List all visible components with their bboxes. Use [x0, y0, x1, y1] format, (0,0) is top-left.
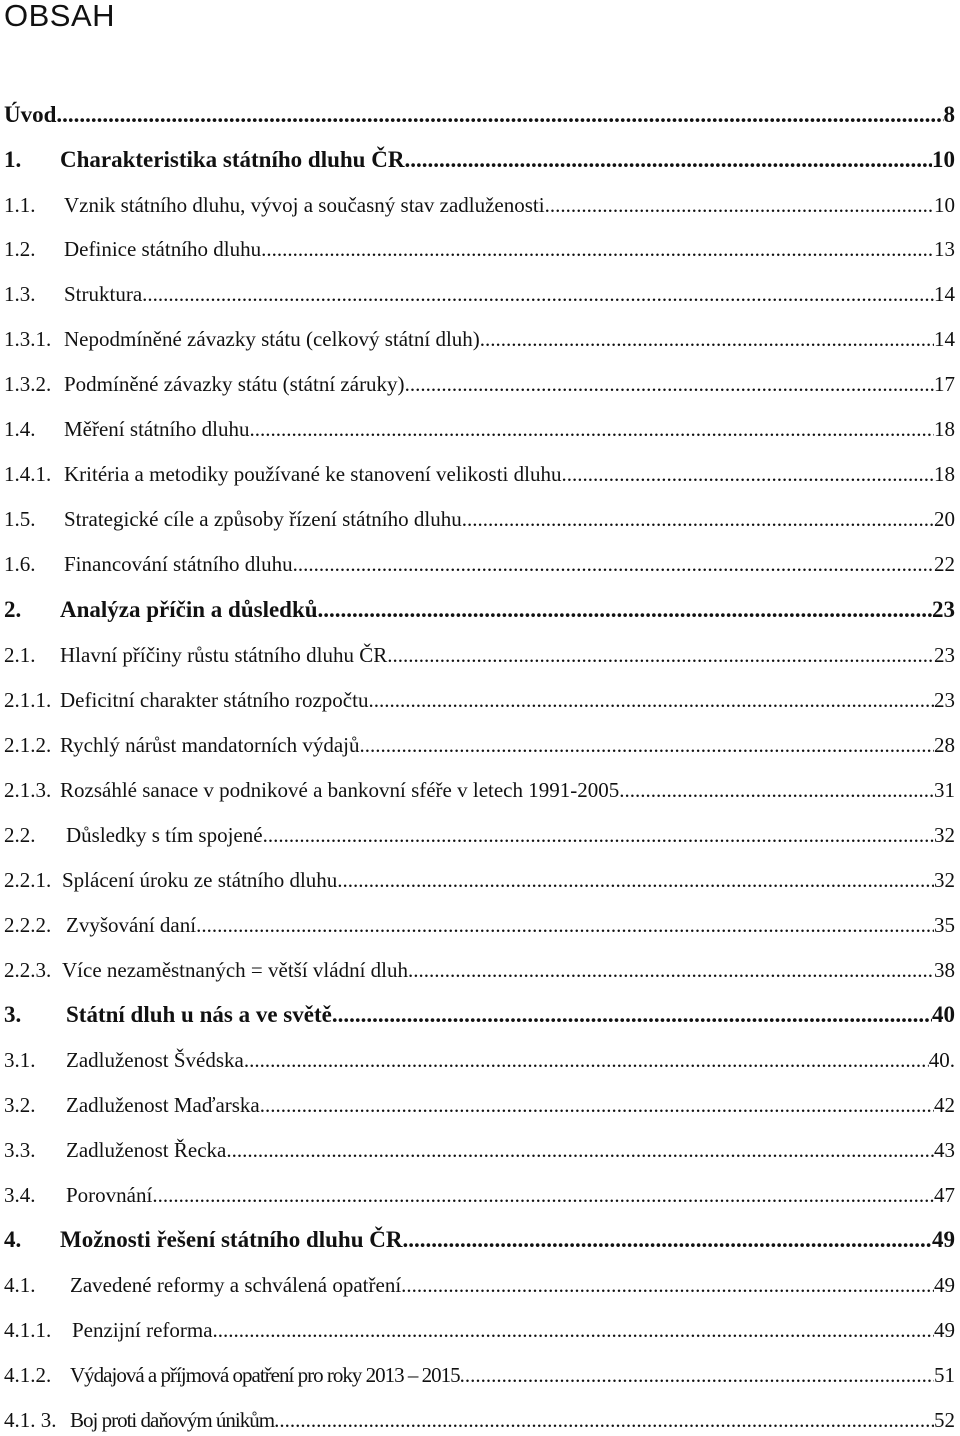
toc-entry-title: Splácení úroku ze státního dluhu — [62, 868, 338, 892]
toc-entry-number: 1.6. — [4, 552, 36, 576]
toc-entry-page: 10 — [934, 193, 955, 217]
toc-entry-number: 2.2.1. — [4, 868, 52, 892]
toc-entry-page: 8 — [943, 102, 955, 127]
dot-leader — [401, 1272, 934, 1298]
toc-entry-page: 23 — [932, 597, 955, 622]
dot-leader — [545, 192, 934, 218]
toc-entry-page: 43 — [934, 1138, 955, 1162]
toc-entry-title: Státní dluh u nás a ve světě — [66, 1002, 332, 1027]
toc-entry-number: 4.1.1. — [4, 1318, 52, 1342]
toc-entry-number: 2.1. — [4, 643, 36, 667]
toc-entry-number: 2.2. — [4, 823, 36, 847]
toc-entry-2-2-2[interactable] — [4, 908, 955, 938]
toc-entry-title: Nepodmíněné závazky státu (celkový státní dluh) — [64, 327, 480, 351]
toc-entry-title: Zavedené reformy a schválená opatření — [70, 1273, 402, 1297]
toc-entry-2-1-3[interactable] — [4, 773, 955, 803]
toc-entry-number: 1.4. — [4, 417, 36, 441]
toc-entry-number: 3. — [4, 1002, 22, 1027]
toc-entry-number: 2.2.3. — [4, 958, 52, 982]
toc-entry-page: 10 — [932, 147, 955, 172]
toc-entry-title: Výdajová a příjmová opatření pro roky 2013 – 2015 — [70, 1363, 460, 1387]
toc-entry-1-3-2[interactable] — [4, 367, 955, 397]
toc-entry-title: Analýza příčin a důsledků — [60, 597, 318, 622]
dot-leader — [261, 236, 934, 262]
toc-entry-1-4-1[interactable] — [4, 457, 955, 487]
dot-leader — [619, 777, 934, 803]
toc-entry-3-2[interactable] — [4, 1088, 955, 1118]
toc-entry-page: 47 — [934, 1183, 955, 1207]
toc-entry-page: 51 — [934, 1363, 955, 1387]
toc-entry-2-2-3[interactable] — [4, 953, 955, 983]
toc-entry-number: 4.1.2. — [4, 1363, 52, 1387]
toc-entry-1-3-1[interactable] — [4, 322, 955, 352]
toc-entry-4[interactable] — [4, 1223, 955, 1253]
dot-leader — [226, 1137, 934, 1163]
dot-leader — [293, 551, 934, 577]
toc-entry-number: 1.4.1. — [4, 462, 52, 486]
dot-leader — [332, 1002, 932, 1028]
toc-entry-page: 42 — [934, 1093, 955, 1117]
toc-entry-page: 14 — [934, 282, 955, 306]
toc-entry-title: Deficitní charakter státního rozpočtu — [60, 688, 369, 712]
toc-entry-number: 1.5. — [4, 507, 36, 531]
toc-entry-1-1[interactable] — [4, 188, 955, 218]
toc-entry-title: Zadluženost Maďarska — [66, 1093, 260, 1117]
toc-entry-number: 4.1. 3. — [4, 1408, 57, 1432]
dot-leader — [387, 642, 934, 668]
dot-leader — [360, 732, 934, 758]
toc-entry-title: Hlavní příčiny růstu státního dluhu ČR — [60, 643, 388, 667]
dot-leader — [142, 281, 934, 307]
toc-entry-number: 2. — [4, 597, 22, 622]
toc-entry-number: 4. — [4, 1227, 22, 1252]
toc-entry-3-3[interactable] — [4, 1133, 955, 1163]
toc-entry-page: 38 — [934, 958, 955, 982]
toc-entry-2-1-1[interactable] — [4, 683, 955, 713]
toc-entry-title: Penzijní reforma — [72, 1318, 213, 1342]
dot-leader — [196, 912, 934, 938]
toc-entry-page: 14 — [934, 327, 955, 351]
toc-entry-title: Charakteristika státního dluhu ČR — [60, 147, 405, 172]
toc-entry-number: 3.3. — [4, 1138, 36, 1162]
toc-entry-title: Boj proti daňovým únikům — [70, 1408, 275, 1432]
dot-leader — [244, 1047, 929, 1073]
toc-entry-title: Rychlý nárůst mandatorních výdajů — [60, 733, 360, 757]
toc-entry-number: 3.1. — [4, 1048, 36, 1072]
toc-entry-2-2[interactable] — [4, 818, 955, 848]
toc-entry-page: 18 — [934, 462, 955, 486]
toc-entry-number: 2.1.1. — [4, 688, 52, 712]
toc-entry-page: 23 — [934, 643, 955, 667]
dot-leader — [213, 1317, 934, 1343]
dot-leader — [404, 147, 932, 173]
toc-entry-1-4[interactable] — [4, 412, 955, 442]
toc-entry-number: 1.3.2. — [4, 372, 52, 396]
dot-leader — [274, 1407, 934, 1433]
toc-entry-page: 52 — [934, 1408, 955, 1432]
toc-entry-4-1[interactable] — [4, 1268, 955, 1298]
toc-entry-title: Zadluženost Řecka — [66, 1138, 227, 1162]
toc-entry-title: Měření státního dluhu — [64, 417, 250, 441]
toc-entry-page: 40 — [932, 1002, 955, 1027]
toc-entry-4-1-1[interactable] — [4, 1313, 955, 1343]
toc-entry-number: 3.4. — [4, 1183, 36, 1207]
toc-entry-number: 1.3.1. — [4, 327, 52, 351]
toc-entry-3-1[interactable] — [4, 1043, 955, 1073]
toc-entry-title: Úvod — [4, 102, 57, 127]
toc-entry-page: 35 — [934, 913, 955, 937]
dot-leader — [263, 822, 934, 848]
toc-entry-title: Rozsáhlé sanace v podnikové a bankovní sféře v letech 1991-2005 — [60, 778, 620, 802]
toc-entry-page: 32 — [934, 823, 955, 847]
dot-leader — [561, 461, 934, 487]
toc-entry-number: 1.3. — [4, 282, 36, 306]
toc-entry-title: Financování státního dluhu — [64, 552, 293, 576]
toc-entry-title: Struktura — [64, 282, 143, 306]
dot-leader — [318, 597, 932, 623]
toc-entry-title: Strategické cíle a způsoby řízení státního dluhu — [64, 507, 462, 531]
dot-leader — [260, 1092, 934, 1118]
toc-entry-uvod[interactable] — [4, 98, 955, 128]
toc-entry-title: Porovnání — [66, 1183, 153, 1207]
toc-entry-1-2[interactable] — [4, 232, 955, 262]
dot-leader — [460, 1362, 934, 1388]
toc-entry-number: 4.1. — [4, 1273, 36, 1297]
toc-entry-1-3[interactable] — [4, 277, 955, 307]
toc-entry-title: Možnosti řešení státního dluhu ČR — [60, 1227, 403, 1252]
toc-entry-1-6[interactable] — [4, 547, 955, 577]
toc-entry-number: 2.2.2. — [4, 913, 52, 937]
toc-entry-4-1-3[interactable] — [4, 1403, 955, 1433]
toc-entry-1-5[interactable] — [4, 502, 955, 532]
toc-entry-page: 20 — [934, 507, 955, 531]
toc-entry-3-4[interactable] — [4, 1178, 955, 1208]
toc-entry-2-1-2[interactable] — [4, 728, 955, 758]
toc-entry-page: 49 — [934, 1273, 955, 1297]
toc-entry-title: Více nezaměstnaných = větší vládní dluh — [62, 958, 408, 982]
toc-entry-title: Důsledky s tím spojené — [66, 823, 263, 847]
toc-entry-title: Vznik státního dluhu, vývoj a současný stav zadluženosti — [64, 193, 545, 217]
dot-leader — [56, 102, 943, 128]
toc-entry-number: 1.2. — [4, 237, 36, 261]
toc-entry-number: 2.1.3. — [4, 778, 52, 802]
toc-entry-number: 1.1. — [4, 193, 36, 217]
toc-entry-1[interactable] — [4, 143, 955, 173]
toc-entry-page: 17 — [934, 372, 955, 396]
toc-entry-title: Zvyšování daní — [66, 913, 197, 937]
toc-entry-2-2-1[interactable] — [4, 863, 955, 893]
toc-entry-page: 49 — [932, 1227, 955, 1252]
toc-entry-title: Definice státního dluhu — [64, 237, 262, 261]
toc-entry-page: 49 — [934, 1318, 955, 1342]
toc-entry-4-1-2[interactable] — [4, 1358, 955, 1388]
toc-entry-page: 28 — [934, 733, 955, 757]
dot-leader — [152, 1182, 934, 1208]
toc-entry-page: 40. — [928, 1048, 955, 1072]
toc-entry-page: 23 — [934, 688, 955, 712]
toc-entry-2[interactable] — [4, 593, 955, 623]
toc-entry-3[interactable] — [4, 998, 955, 1028]
toc-entry-number: 2.1.2. — [4, 733, 52, 757]
toc-entry-page: 22 — [934, 552, 955, 576]
toc-entry-page: 31 — [934, 778, 955, 802]
dot-leader — [249, 416, 934, 442]
dot-leader — [405, 371, 934, 397]
toc-entry-title: Kritéria a metodiky používané ke stanovení velikosti dluhu — [64, 462, 562, 486]
page-title: OBSAH — [4, 0, 116, 33]
dot-leader — [368, 687, 934, 713]
dot-leader — [402, 1227, 932, 1253]
dot-leader — [480, 326, 934, 352]
toc-entry-number: 3.2. — [4, 1093, 36, 1117]
toc-entry-title: Zadluženost Švédska — [66, 1048, 244, 1072]
toc-entry-2-1[interactable] — [4, 638, 955, 668]
dot-leader — [408, 957, 934, 983]
toc-entry-page: 18 — [934, 417, 955, 441]
toc-entry-number: 1. — [4, 147, 22, 172]
toc-entry-page: 13 — [934, 237, 955, 261]
toc-entry-page: 32 — [934, 868, 955, 892]
toc-entry-title: Podmíněné závazky státu (státní záruky) — [64, 372, 405, 396]
dot-leader — [337, 867, 934, 893]
dot-leader — [462, 506, 934, 532]
